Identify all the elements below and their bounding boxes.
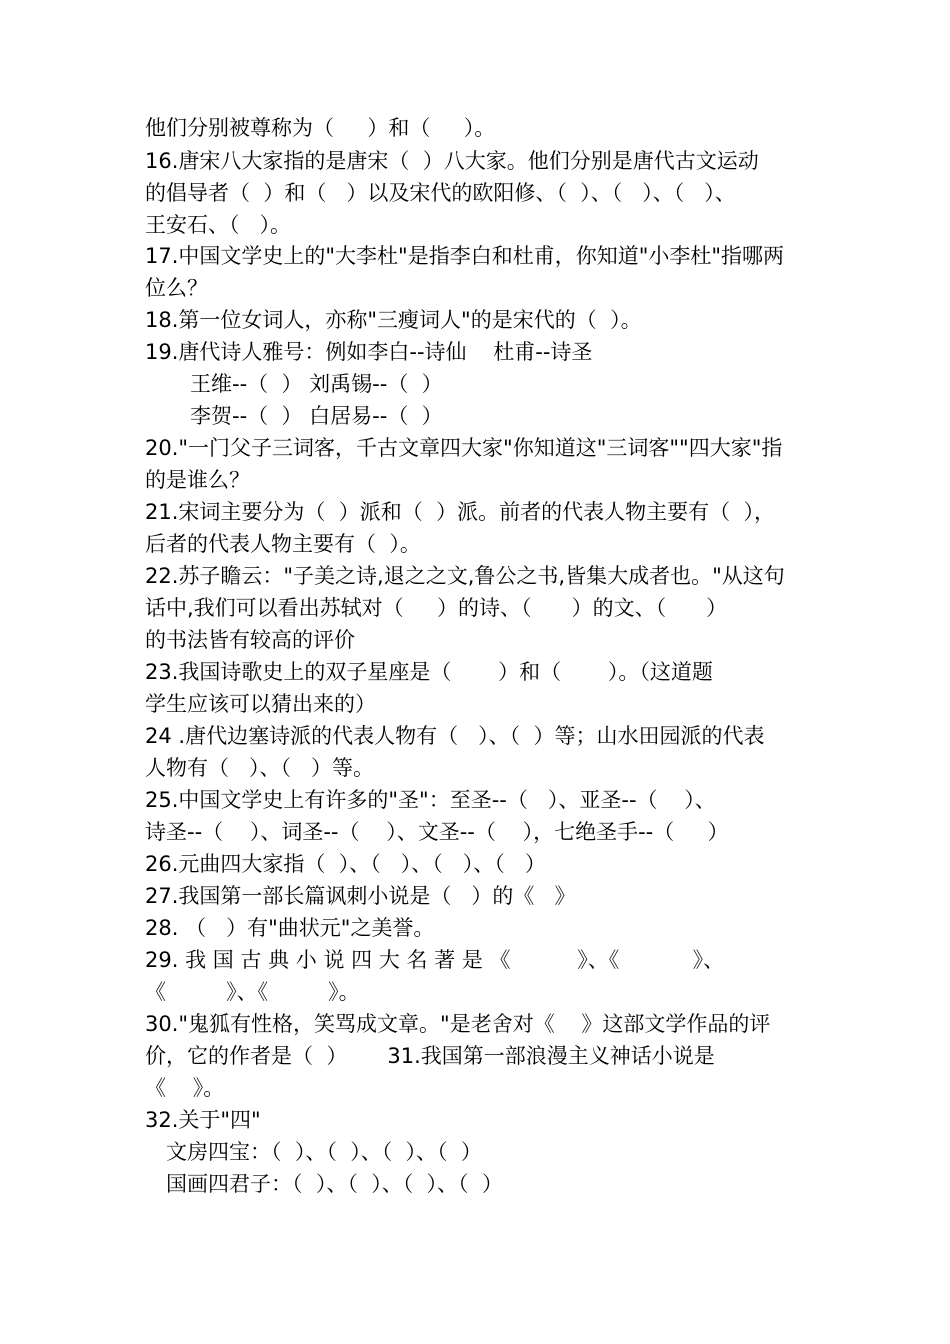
text-line: 李贺--（ ） 白居易--（ ）: [190, 404, 443, 428]
text-line: 的倡导者（ ）和（ ）以及宋代的欧阳修、（ ）、（ ）、（ ）、: [145, 181, 736, 205]
question-23-line: 23.我国诗歌史上的双子星座是（ ）和（ ）。（这道题: [145, 660, 713, 684]
question-30-line: 30."鬼狐有性格，笑骂成文章。"是老舍对《 》这部文学作品的评: [145, 1012, 771, 1036]
text-line: 价，它的作者是（ ） 31.我国第一部浪漫主义神话小说是: [145, 1044, 715, 1068]
text-line: 文房四宝：（ ）、（ ）、（ ）、（ ）: [166, 1140, 482, 1164]
text-line: 学生应该可以猜出来的）: [145, 692, 376, 716]
question-17-line: 17.中国文学史上的"大李杜"是指李白和杜甫，你知道"小李杜"指哪两: [145, 244, 785, 268]
text-line: 话中,我们可以看出苏轼对（ ）的诗、（ ）的文、（ ）: [145, 596, 728, 620]
question-24-line: 24 .唐代边塞诗派的代表人物有（ ）、（ ）等；山水田园派的代表: [145, 724, 765, 748]
text-line: 王维--（ ） 刘禹锡--（ ）: [190, 372, 443, 396]
text-line: 诗圣--（ ）、词圣--（ ）、文圣--（ ），七绝圣手--（ ）: [145, 820, 729, 844]
text-line: 他们分别被尊称为（ ）和（ ）。: [145, 116, 496, 140]
question-20-line: 20."一门父子三词客，千古文章四大家"你知道这"三词客""四大家"指: [145, 436, 783, 460]
question-25-line: 25.中国文学史上有许多的"圣"：至圣--（ ）、亚圣--（ ）、: [145, 788, 716, 812]
question-32-line: 32.关于"四": [145, 1108, 261, 1132]
text-line: 《 》、《 》。: [145, 980, 360, 1004]
question-28-line: 28. （ ）有"曲状元"之美誉。: [145, 916, 435, 940]
question-19-line: 19.唐代诗人雅号：例如李白--诗仙 杜甫--诗圣: [145, 340, 593, 364]
text-line: 王安石、（ ）。: [145, 213, 292, 237]
question-18-line: 18.第一位女词人，亦称"三瘦词人"的是宋代的（ ）。: [145, 308, 642, 332]
question-27-line: 27.我国第一部长篇讽刺小说是（ ）的《 》: [145, 884, 576, 908]
question-26-line: 26.元曲四大家指（ ）、（ ）、（ ）、（ ）: [145, 852, 546, 876]
question-29-line: 29. 我 国 古 典 小 说 四 大 名 著 是 《 》、《 》、: [145, 948, 725, 972]
text-line: 后者的代表人物主要有（ ）。: [145, 532, 421, 556]
question-16-line: 16.唐宋八大家指的是唐宋（ ）八大家。他们分别是唐代古文运动: [145, 149, 759, 173]
question-21-line: 21.宋词主要分为（ ）派和（ ）派。前者的代表人物主要有（ ），: [145, 500, 775, 524]
text-line: 的书法皆有较高的评价: [145, 628, 355, 652]
question-22-line: 22.苏子瞻云："子美之诗,退之之文,鲁公之书,皆集大成者也。"从这句: [145, 564, 785, 588]
text-line: 的是谁么？: [145, 468, 250, 492]
text-line: 《 》。: [145, 1076, 225, 1100]
text-line: 位么？: [145, 276, 208, 300]
text-line: 国画四君子：（ ）、（ ）、（ ）、（ ）: [166, 1172, 503, 1196]
text-line: 人物有（ ）、（ ）等。: [145, 756, 375, 780]
